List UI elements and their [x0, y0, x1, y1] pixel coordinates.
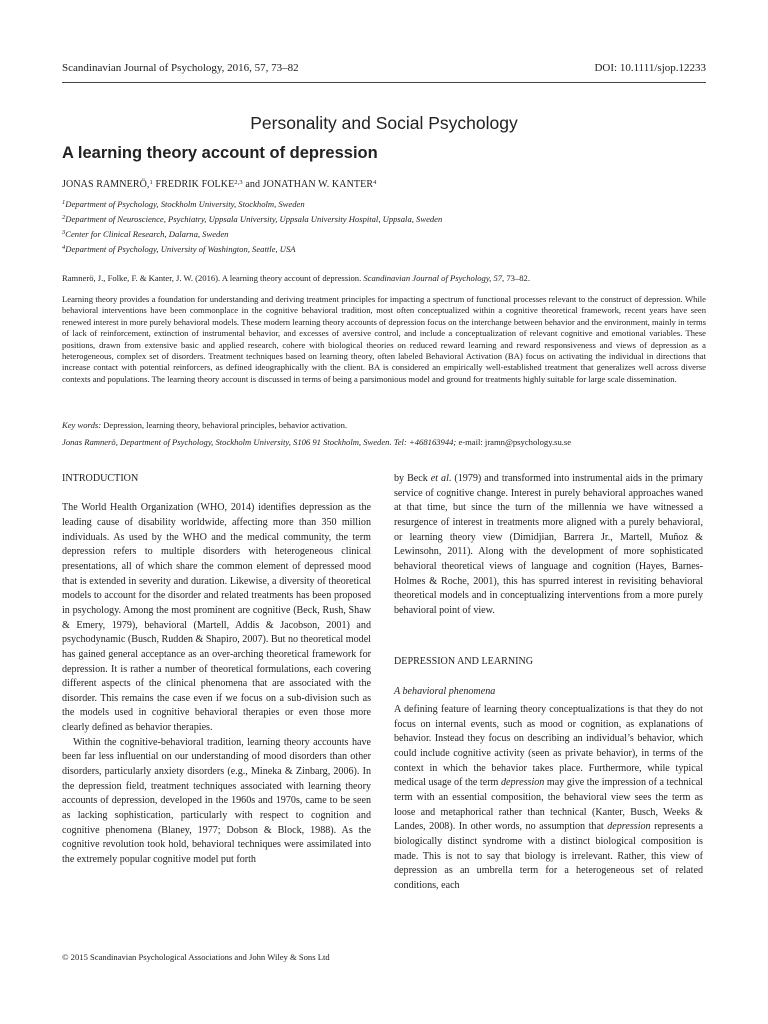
affiliation-marker: 1 [62, 199, 66, 206]
citation-pages: 73–82. [504, 273, 530, 283]
affiliation-text: Department of Psychology, University of Washington, Seattle, USA [65, 244, 296, 254]
keywords-label: Key words: [62, 420, 102, 430]
article-title: A learning theory account of depression [62, 144, 378, 162]
header-rule [62, 82, 706, 83]
paragraph: The World Health Organization (WHO, 2014) identifies depression as the leading cause of disability worldwide, affecting more than 350 million individuals. As used by the WHO and the medical community, the term depression refers to multiple disorders with heterogeneous clinical presentations, all of which share the common element of depressed mood that is extended in severity and duration. Likewise, a diversity of theoretical models to account for the disorder and related treatments has been proposed in psychology. Among the most prominent are cognitive (Beck, Rush, Shaw & Emery, 1979), behavioral (Martell, Addis & Jacobson, 2001) and psychodynamic (Busch, Rudden & Shapiro, 2007). But no theoretical model has gained general acceptance as an over-arching theoretical framework for depression. It is rather a number of theoretical formulations, each covering different aspects of the clinical phenomena that are associated with the disorder. This remains the case even if we focus on a sub-division such as the models used in cognitive behavioral therapies or even those more clearly defined as behavior therapies. [62, 502, 371, 734]
author-affiliation-marker: 4 [373, 179, 377, 186]
author-name: FREDRIK FOLKE [152, 179, 235, 190]
affiliation [62, 226, 442, 241]
doi[interactable]: DOI: 10.1111/sjop.12233 [594, 62, 706, 74]
affiliation-text: Center for Clinical Research, Dalarna, Sweden [65, 229, 229, 239]
copyright-footer: © 2015 Scandinavian Psychological Associations and John Wiley & Sons Ltd [62, 952, 330, 962]
author-affiliation-marker: 1 [149, 179, 153, 186]
text-run: A defining feature of learning theory conceptualizations is that they do not focus on internal events, such as mood or cognition, as explanations of behavior. Instead they focus on describing an individual’s behavior, which could include cognitive activity (seen as private behavior), in terms of the context in which the behavior takes place. Furthermore, while typical medical usage of the term [394, 704, 703, 789]
affiliation-text: Department of Neuroscience, Psychiatry, Uppsala University, Uppsala University Hospital, Uppsala, Sweden [65, 214, 443, 224]
text-run-italic: depression [500, 777, 545, 789]
affiliation-marker: 3 [62, 229, 66, 236]
section-heading-introduction: INTRODUCTION [62, 473, 139, 484]
section-heading-depression-and-learning: DEPRESSION AND LEARNING [394, 656, 534, 668]
author-name: JONAS RAMNERÖ, [62, 179, 150, 190]
citation-text: Ramnerö, J., Folke, F. & Kanter, J. W. (2016). A learning theory account of depression. [62, 273, 364, 283]
author-list [62, 179, 376, 190]
text-run-italic: et al [430, 473, 449, 484]
section-label: Personality and Social Psychology [250, 113, 518, 133]
text-run: represents a biologically distinct syndrome with a distinct biological composition is made. This is not to say that biology is irrelevant. Rather, this view of depression as an umbrella term for a heterogeneous set of related conditions, each [394, 821, 703, 892]
subsection-heading: A behavioral phenomena [394, 685, 496, 697]
author-affiliation-marker: 2,3 [234, 179, 243, 186]
journal-citation: Scandinavian Journal of Psychology, 2016, 57, 73–82 [62, 62, 299, 74]
text-run-italic: depression [607, 821, 651, 833]
affiliation-text: Department of Psychology, Stockholm University, Stockholm, Sweden [65, 199, 305, 209]
citation-journal: Scandinavian Journal of Psychology, 57, [363, 273, 505, 283]
running-header [62, 62, 706, 74]
author-name: and JONATHAN W. KANTER [242, 179, 374, 190]
paragraph [394, 472, 703, 619]
text-run: by Beck [394, 473, 431, 484]
text-run: may give the impression of a technical term with an essential composition, the behavioral view sees the term as loose and metaphorical rather than technical (Kanter, Busch, Weeks & Landes, 2008). In other words, no assumption that [394, 777, 703, 833]
affiliations [62, 196, 442, 256]
affiliation-marker: 4 [62, 244, 66, 251]
correspondence-email[interactable]: e-mail: jramn@psychology.su.se [456, 437, 572, 447]
affiliation [62, 241, 442, 256]
how-to-cite [62, 273, 706, 283]
keywords-text: Depression, learning theory, behavioral principles, behavior activation. [101, 420, 348, 430]
spacer [394, 641, 703, 656]
affiliation [62, 196, 442, 211]
affiliation-marker: 2 [62, 214, 66, 221]
spacer [62, 487, 371, 502]
spacer [394, 619, 703, 641]
spacer [394, 670, 703, 685]
correspondence-address: Jonas Ramnerö, Department of Psychology, Stockholm University, S106 91 Stockholm, Sweden. Tel: +468163944; [62, 437, 457, 447]
correspondence [62, 437, 706, 447]
paragraph [394, 703, 703, 894]
affiliation [62, 211, 442, 226]
left-column [62, 472, 371, 868]
text-run: . (1979) and transformed into instrumental aids in the primary service of cognitive change. Interest in purely behavioral approaches waned at that time, but since the turn of the millennia we have witnessed a resurgence of interest in treatments more aligned with a purely behavioral, or learning theory view (Dimidjian, Barrera Jr., Martell, Muñoz & Lewinsohn, 2011). Along with the development of more sophisticated behavioral theoretical views of language and cognition (Hayes, Barnes-Holmes & Roche, 2001), this has spurred interest in revisiting behavioral theoretical models and in conceptualizing interventions from a more purely behavioral point of view. [394, 473, 703, 616]
paragraph: Within the cognitive-behavioral tradition, learning theory accounts have been far less influential on our understanding of mood disorders than other disorders, particularly anxiety disorders (e.g., Mineka & Zinbarg, 2006). In the depression field, treatment techniques associated with learning theory accounts of depression, developed in the 1960s and 1970s, came to be seen as lacking sophistication, particularly with respect to cognition and cognitive phenomena (Blaney, 1977; Dobson & Block, 1988). As the cognitive revolution took hold, behavioral techniques were assimilated into the extremely popular cognitive model put forth [62, 736, 371, 866]
right-column [394, 472, 703, 894]
abstract: Learning theory provides a foundation for understanding and deriving treatment principles for impacting a spectrum of functional processes relevant to the construct of depression. While behavioral interventions have been commonplace in the cognitive behavioral tradition, most often conceptualized within a cognitive theoretical framework, recent years have seen renewed interest in more purely behavioral models. These modern learning theory accounts of depression focus on the interchange between behavior and the environment, mainly in terms of lack of reinforcement, extinction of instrumental behavior, and excesses of aversive control, and include a conceptualization of relevant cognitive and emotional variables. These positions, drawn from extensive basic and applied research, cohere with biological theories on reduced reward learning and reward responsiveness and views of depression as a heterogeneous, complex set of disorders. Treatment techniques based on learning theory, often labeled Behavioral Activation (BA) focus on activating the individual in directions that increase contact with potential reinforcers, as defined ideographically with the client. BA is considered an empirically well-established treatment that generalizes well across diverse contexts and populations. The learning theory account is discussed in terms of being a parsimonious model and ground for treatments highly suitable for large scale dissemination. [62, 294, 706, 384]
keywords [62, 420, 706, 430]
